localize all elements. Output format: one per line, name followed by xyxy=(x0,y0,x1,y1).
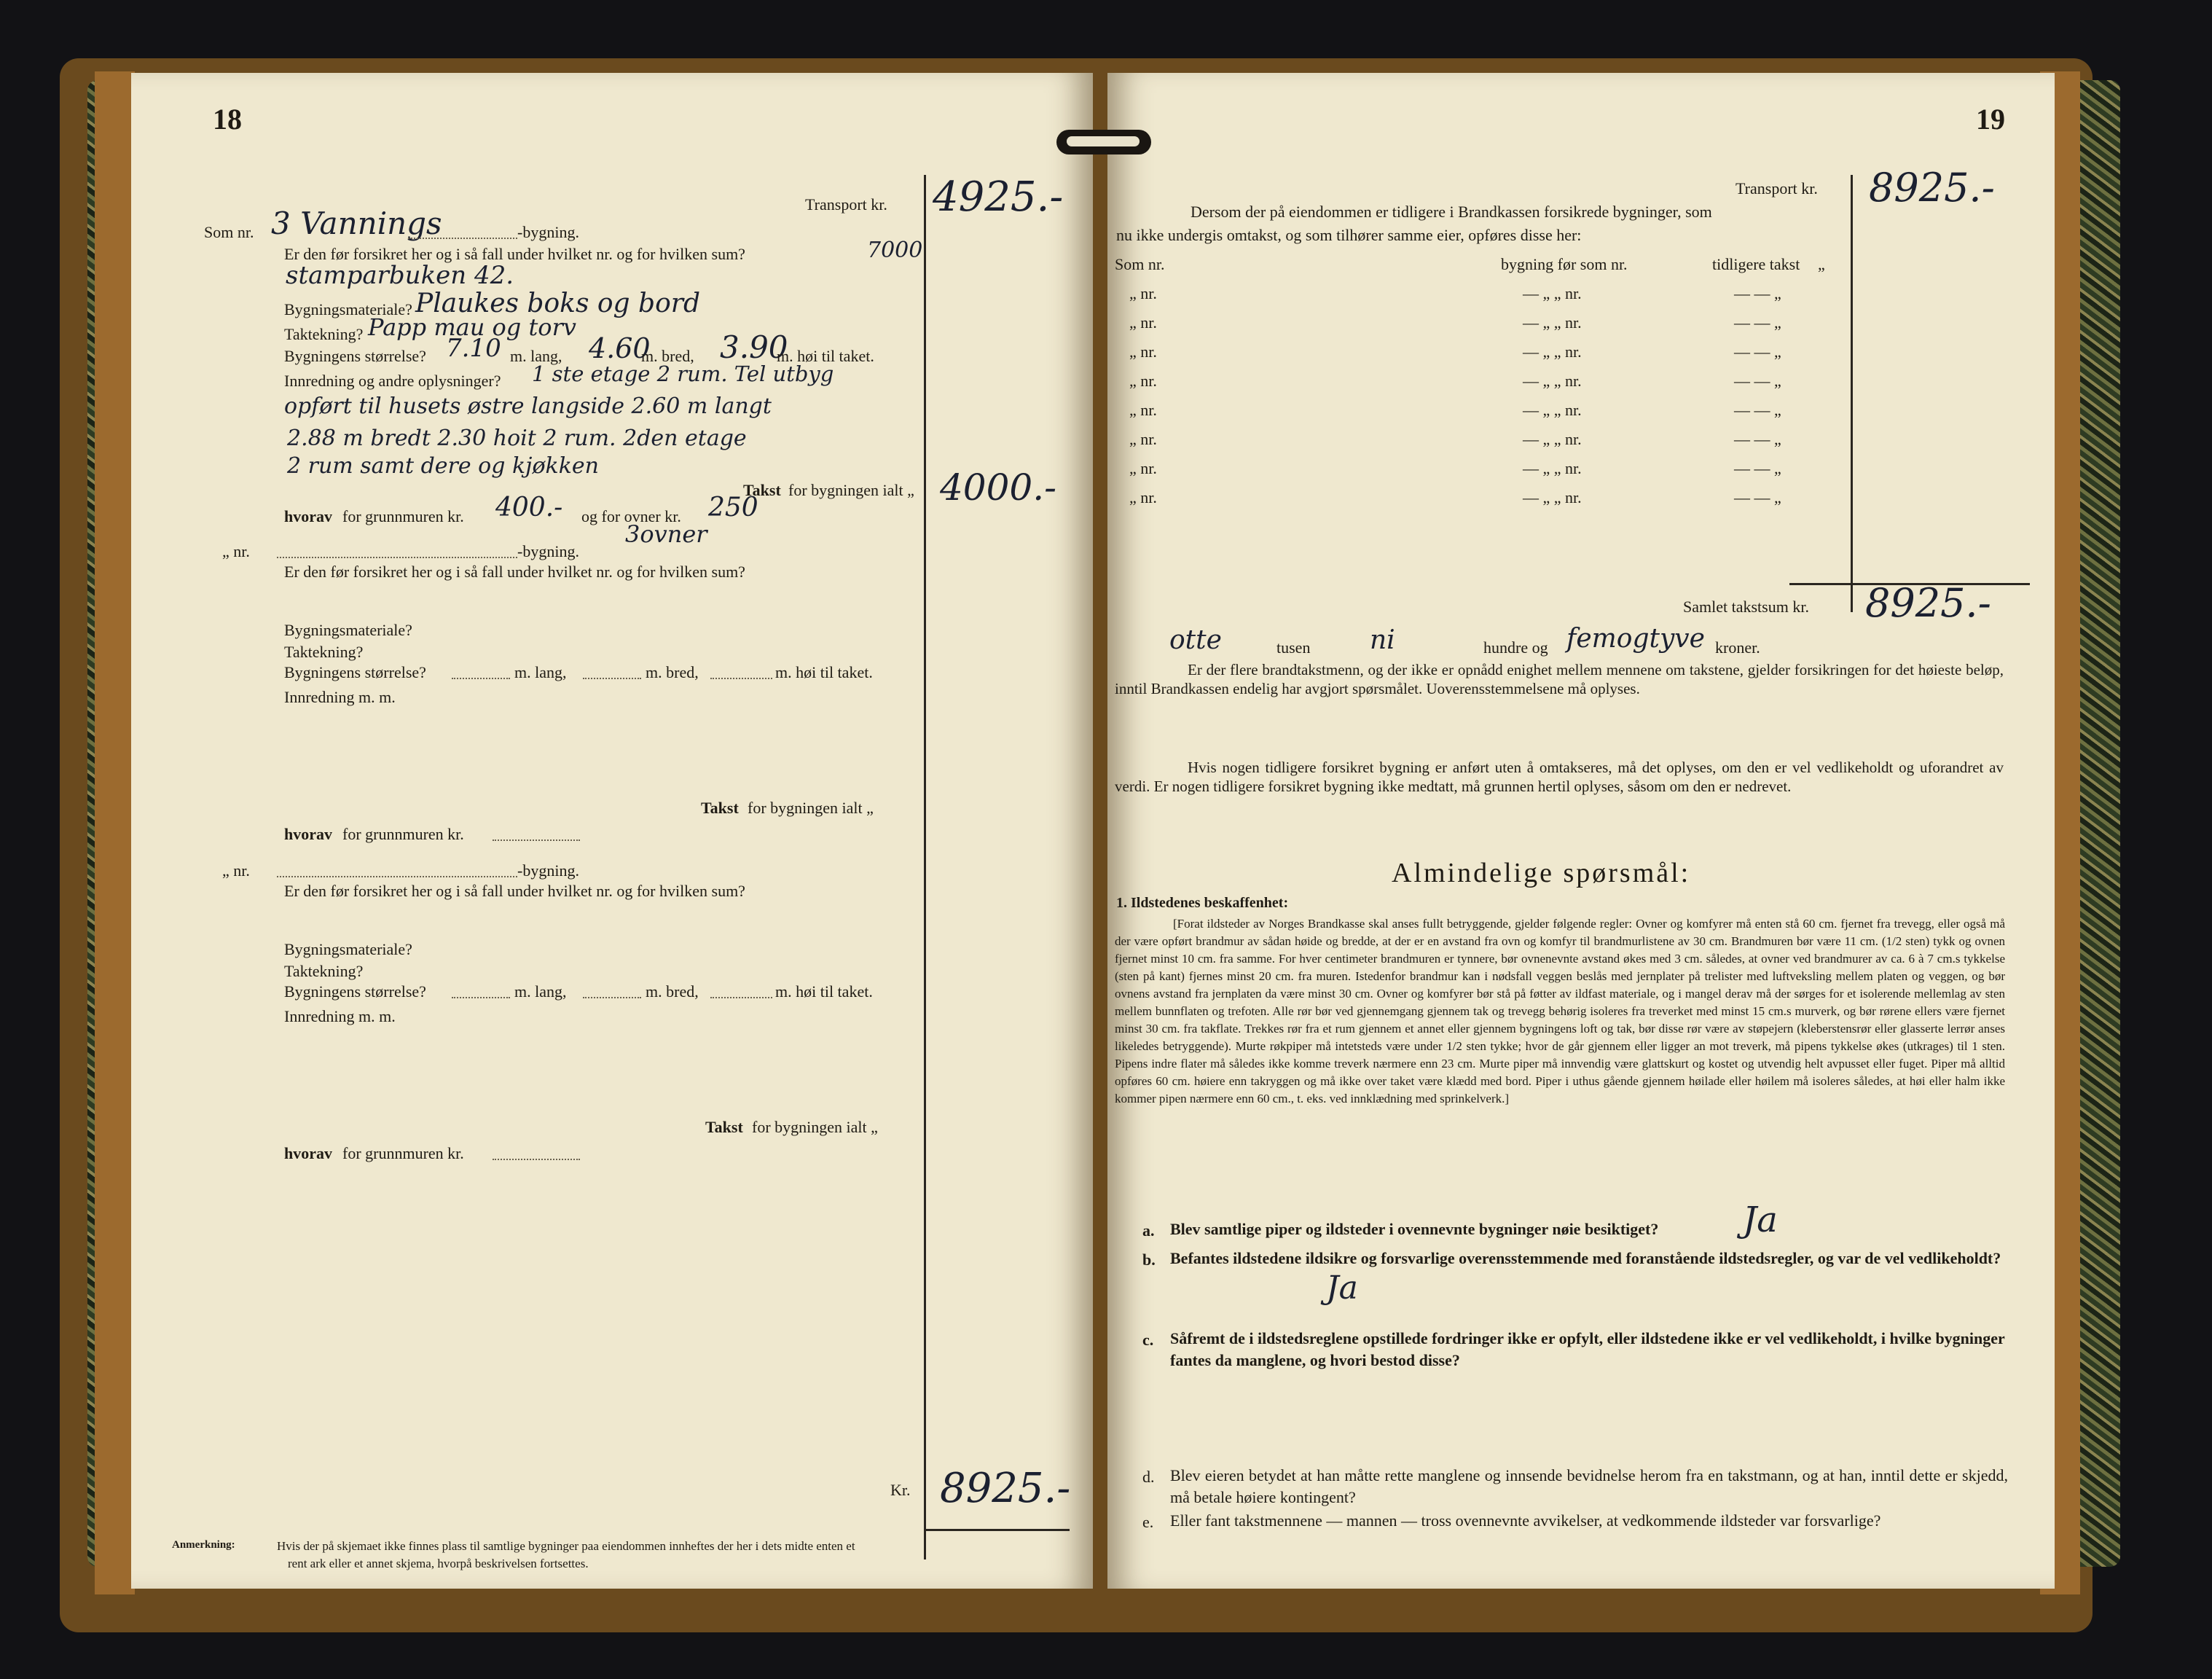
intro-line-1: Dersom der på eiendommen er tidligere i Brandkassen forsikrede bygninger, som xyxy=(1191,203,1712,221)
words-hundreds: ni xyxy=(1370,625,1395,655)
building1-interior-2: opført til husets østre langside 2.60 m langt xyxy=(284,394,772,419)
hundre-og-label: hundre og xyxy=(1483,638,1548,657)
building2-takst-label-pre: Takst xyxy=(701,799,739,817)
row-end: — — „ xyxy=(1734,343,1781,361)
question-d-text: Blev eieren betydet at han måtte rette manglene og innsende bevidnelse herom fra en takstmann, og at han, inntil dette er skjedd, må betale høiere kontingent? xyxy=(1170,1466,2008,1506)
building1-prior-answer: 7000 xyxy=(867,238,923,263)
building1-ovner-label: og for ovner kr. xyxy=(581,507,681,525)
row-mid: — „ „ nr. xyxy=(1523,343,1582,361)
building2-grunnmur-label: for grunnmuren kr. xyxy=(342,825,464,843)
dotted-line xyxy=(583,997,641,998)
section-heading: Almindelige spørsmål: xyxy=(1392,858,1691,888)
row-nr: „ nr. xyxy=(1129,459,1157,477)
building1-prior-question: Er den før forsikret her og i så fall under hvilket nr. og for hvilken sum? xyxy=(284,245,745,263)
row-nr: „ nr. xyxy=(1129,430,1157,448)
row-bygning-for: bygning før som nr. xyxy=(1501,255,1628,273)
binding-string xyxy=(1056,130,1151,154)
building1-takst-label-post: for bygningen ialt „ xyxy=(788,481,914,499)
question-c-label: c. xyxy=(1142,1331,1154,1349)
question-e-text: Eller fant takstmennene — mannen — tross ovennevnte avvikelser, at vedkommende ildsteder var forsvarlige? xyxy=(1170,1511,1881,1530)
prior-building-row xyxy=(1115,255,1843,277)
building1-prefix: Som nr. xyxy=(204,223,254,241)
dotted-line xyxy=(710,678,772,679)
dotted-line xyxy=(493,840,580,841)
fire-rules-text: [Forat ildsteder av Norges Brandkasse skal anses fullt betryggende, gjelder følgende regler: Ovner og komfyrer må enten stå 60 cm. fjernet fra trevegg, eller også må der være opført brandmur av sådan høide og bredde, at der er en avstand fra ovn og komfyr til brandmurlistene av 30 cm. Brandmuren bør være 11 cm. (1/2 sten) tykk og ovnen fjernet minst 10 cm. fra samme. For hver centimeter brandmuren er tynnere, bør ovnenevnte avstand økes med 3 cm. således, at ovner ved brandmurer av ca. 6 à 7 cm.s tykkelse (sten på kant) fjernes minst 20 cm. fra muren. Istedenfor brandmur kan i nødsfall veggen beslås med jernplater på trelister med luftveksling mellem platen og veggen, og bør ovnens avstand fra jernplaten da være minst 30 cm. Ovner og komfyrer bør stå på føtter av ildfast materiale, og i mangel derav må der sørges for et isolerende mellemlag av sten mellem bunnflaten og trefoten. Alle rør bør ved gjennemgang gjennem tak og trevegg behørig isoleres fra treverket med minst 15 cm.s murverk, og bør rørene ellers være fjernet minst 30 cm. fra takflate. Trekkes rør fra et rum gjennem et annet eller gjennem bygningens loft og tak, bør disse rør være av støpejern (kleberstensrør eller glasserte lerrør anses likeledes betryggende). Murte røkpiper må intetsteds være under 1/2 sten tykke; hvor de går gjennem eller ligger an mot treverk, må pipens tykkelse økes (utkrages) til 1 sten. Pipens indre flater må således ikke komme treverk nærmere enn 23 cm. Murte piper må innvendig være glattskurt og kostet og utvendig helt avpusset eller fuget. Piper må alltid opføres 60 cm. høiere enn takryggen og må ikke over taket være klædd med bord. Piper i uthus gående gjennem høilade eller høilem må isoleres således, at høi eller halm ikke kommer pipen nærmere enn 60 cm., t. eks. ved innklædning med sprinkelverk.] xyxy=(1115,917,2005,1105)
question-b-answer: Ja xyxy=(1326,1269,1358,1307)
building1-grunnmur-label: for grunnmuren kr. xyxy=(342,507,464,525)
building3-roof-label: Taktekning? xyxy=(284,962,364,980)
total-value: 8925.- xyxy=(940,1465,1071,1512)
building1-roof-value: Papp mau og torv xyxy=(368,313,576,341)
building1-type: 3 Vannings xyxy=(271,206,442,241)
amount-column-rule-right xyxy=(1851,175,1853,612)
prior-building-row xyxy=(1115,372,1843,394)
row-nr: „ nr. xyxy=(1129,401,1157,419)
building1-m-lang: m. lang, xyxy=(510,347,562,365)
building2-m-bred: m. bred, xyxy=(646,663,699,681)
paragraph-prior-buildings: Hvis nogen tidligere forsikret bygning er anført uten å omtakseres, må det oplyses, om den er vel vedlikeholdt og uforandret av verdi. Er nogen tidligere forsikret bygning ikke medtatt, må grunnen hertil oplyses, såsom om den er nedrevet. xyxy=(1115,759,2004,795)
row-end: — — „ xyxy=(1734,401,1781,419)
building1-interior-4: 2 rum samt dere og kjøkken xyxy=(287,453,599,479)
building2-material-label: Bygningsmateriale? xyxy=(284,621,412,639)
building3-interior-label: Innredning m. m. xyxy=(284,1007,396,1025)
transport-value: 4925.- xyxy=(933,173,1064,221)
building1-ovner-note: 3ovner xyxy=(625,520,707,548)
building1-takst-label-pre: Takst xyxy=(743,481,781,499)
row-end: — — „ xyxy=(1734,284,1781,302)
dotted-line xyxy=(493,1159,580,1160)
row-nr: „ nr. xyxy=(1129,284,1157,302)
building2-hvorav: hvorav xyxy=(284,825,332,843)
row-mid: — „ „ nr. xyxy=(1523,313,1582,332)
building2-interior-label: Innredning m. m. xyxy=(284,688,396,706)
total-rule xyxy=(924,1529,1070,1531)
building1-length: 7.10 xyxy=(446,334,501,363)
prior-building-row xyxy=(1115,313,1843,335)
building3-m-bred: m. bred, xyxy=(646,982,699,1001)
row-end: — — „ xyxy=(1734,488,1781,506)
samlet-value: 8925.- xyxy=(1865,580,1991,626)
row-nr: „ nr. xyxy=(1129,313,1157,332)
building2-prior-question: Er den før forsikret her og i så fall under hvilket nr. og for hvilken sum? xyxy=(284,563,745,581)
building3-m-lang: m. lang, xyxy=(514,982,567,1001)
prior-building-row xyxy=(1115,488,1843,510)
remark-label: Anmerkning: xyxy=(172,1539,235,1551)
words-rest: femogtyve xyxy=(1566,624,1705,654)
question-c-text: Såfremt de i ildstedsreglene opstillede fordringer ikke er opfylt, eller ildstedene ikke er vel vedlikeholdt, i hvilke bygninger fantes da manglene, og hvori bestod disse? xyxy=(1170,1329,2005,1369)
samlet-label: Samlet takstsum kr. xyxy=(1683,598,1809,616)
building3-material-label: Bygningsmateriale? xyxy=(284,940,412,958)
building1-material-value: Plaukes boks og bord xyxy=(415,289,701,318)
building1-ovner-value: 250 xyxy=(708,493,758,523)
question-a-label: a. xyxy=(1142,1221,1155,1240)
row-mid: — „ „ nr. xyxy=(1523,372,1582,390)
prior-building-row xyxy=(1115,430,1843,452)
remark-text-2: rent ark eller et annet skjema, hvorpå beskrivelsen fortsettes. xyxy=(288,1557,589,1570)
question-e-label: e. xyxy=(1142,1513,1154,1531)
tusen-label: tusen xyxy=(1276,638,1311,657)
building1-suffix: -bygning. xyxy=(517,223,579,241)
row-end: — — „ xyxy=(1734,459,1781,477)
kroner-label: kroner. xyxy=(1715,638,1760,657)
row-mid: — „ „ nr. xyxy=(1523,488,1582,506)
building1-m-hoi: m. høi til taket. xyxy=(777,347,874,365)
row-end: — — „ xyxy=(1734,372,1781,390)
building2-m-lang: m. lang, xyxy=(514,663,567,681)
row-end: — — „ xyxy=(1734,313,1781,332)
dotted-line xyxy=(408,238,517,239)
building3-grunnmur-label: for grunnmuren kr. xyxy=(342,1144,464,1162)
row-nr: „ nr. xyxy=(1129,372,1157,390)
question-b-label: b. xyxy=(1142,1251,1156,1269)
amount-column-rule xyxy=(924,175,926,1559)
building1-material-label: Bygningsmateriale? xyxy=(284,300,412,318)
building2-m-hoi: m. høi til taket. xyxy=(775,663,873,681)
row-mid: — „ „ nr. xyxy=(1523,459,1582,477)
question-a-text: Blev samtlige piper og ildsteder i ovennevnte bygninger nøie besiktiget? xyxy=(1170,1220,1659,1238)
dotted-line xyxy=(277,557,517,558)
transport-label-right: Transport kr. xyxy=(1736,179,1818,197)
building2-size-label: Bygningens størrelse? xyxy=(284,663,426,681)
prior-building-row xyxy=(1115,284,1843,306)
row-nr: „ nr. xyxy=(1129,343,1157,361)
building1-interior-1: 1 ste etage 2 rum. Tel utbyg xyxy=(532,361,834,386)
dotted-line xyxy=(710,997,772,998)
prior-building-row xyxy=(1115,401,1843,423)
transport-value-right: 8925.- xyxy=(1869,165,1995,211)
building1-hvorav: hvorav xyxy=(284,507,332,525)
dotted-line xyxy=(452,678,510,679)
building3-size-label: Bygningens størrelse? xyxy=(284,982,426,1001)
dotted-line xyxy=(583,678,641,679)
remark-text-1: Hvis der på skjemaet ikke finnes plass til samtlige bygninger paa eiendommen innheftes der her i dets midte enten et xyxy=(277,1539,855,1553)
building1-takst-value: 4000.- xyxy=(940,466,1057,509)
prior-building-row xyxy=(1115,459,1843,481)
intro-line-2: nu ikke undergis omtakst, og som tilhører samme eier, opføres disse her: xyxy=(1116,226,1582,244)
row-nr: „ nr. xyxy=(1129,488,1157,506)
prior-building-row xyxy=(1115,343,1843,364)
building1-interior-3: 2.88 m bredt 2.30 hoit 2 rum. 2den etage xyxy=(287,426,747,451)
building1-width: 4.60 xyxy=(589,332,651,364)
building2-roof-label: Taktekning? xyxy=(284,643,364,661)
building2-takst-label-post: for bygningen ialt „ xyxy=(748,799,874,817)
words-thousands: otte xyxy=(1169,625,1222,655)
building1-grunnmur-value: 400.- xyxy=(495,493,563,523)
building3-hvorav: hvorav xyxy=(284,1144,332,1162)
dotted-line xyxy=(452,997,510,998)
building3-prefix: „ nr. xyxy=(222,861,250,880)
building2-suffix: -bygning. xyxy=(517,542,579,560)
building3-prior-question: Er den før forsikret her og i så fall under hvilket nr. og for hvilken sum? xyxy=(284,882,745,900)
leather-spine-left xyxy=(95,71,135,1594)
page-number-right: 19 xyxy=(1976,103,2005,136)
row-som-nr: Som nr. xyxy=(1115,255,1165,273)
row-tidligere-takst: tidligere takst xyxy=(1712,255,1800,273)
question-a-answer: Ja xyxy=(1743,1199,1778,1240)
building1-roof-label: Taktekning? xyxy=(284,325,364,343)
building1-m-bred: m. bred, xyxy=(641,347,694,365)
building1-prior-answer-2: stamparbuken 42. xyxy=(286,261,514,290)
question-d-label: d. xyxy=(1142,1468,1155,1486)
row-mid: — „ „ nr. xyxy=(1523,401,1582,419)
building3-suffix: -bygning. xyxy=(517,861,579,880)
building1-interior-label: Innredning og andre oplysninger? xyxy=(284,372,501,390)
paragraph-appraisers: Er der flere brandtakstmenn, og der ikke er opnådd enighet mellem mennene om takstene, gjelder forsikringen for det høieste beløp, inntil Brandkassen endelig har avgjort spørsmålet. Uoverensstemmelsene må oplyses. xyxy=(1115,661,2004,697)
section1-label: 1. Ildstedenes beskaffenhet: xyxy=(1116,895,1289,911)
building3-takst-label-pre: Takst xyxy=(705,1118,743,1136)
building3-m-hoi: m. høi til taket. xyxy=(775,982,873,1001)
transport-label: Transport kr. xyxy=(805,195,887,214)
building1-height: 3.90 xyxy=(720,329,788,365)
row-mid: — „ „ nr. xyxy=(1523,284,1582,302)
row-end: — — „ xyxy=(1734,430,1781,448)
page-number-left: 18 xyxy=(213,103,242,136)
question-b-text: Befantes ildstedene ildsikre og forsvarlige overensstemmende med foranstående ildstedsregler, og var de vel vedlikeholdt? xyxy=(1170,1249,2001,1267)
row-mid: — „ „ nr. xyxy=(1523,430,1582,448)
total-label: Kr. xyxy=(890,1481,911,1499)
building3-takst-label-post: for bygningen ialt „ xyxy=(752,1118,878,1136)
dotted-line xyxy=(277,876,517,877)
building2-prefix: „ nr. xyxy=(222,542,250,560)
building1-size-label: Bygningens størrelse? xyxy=(284,347,426,365)
row-quote-mark: „ xyxy=(1818,255,1825,273)
